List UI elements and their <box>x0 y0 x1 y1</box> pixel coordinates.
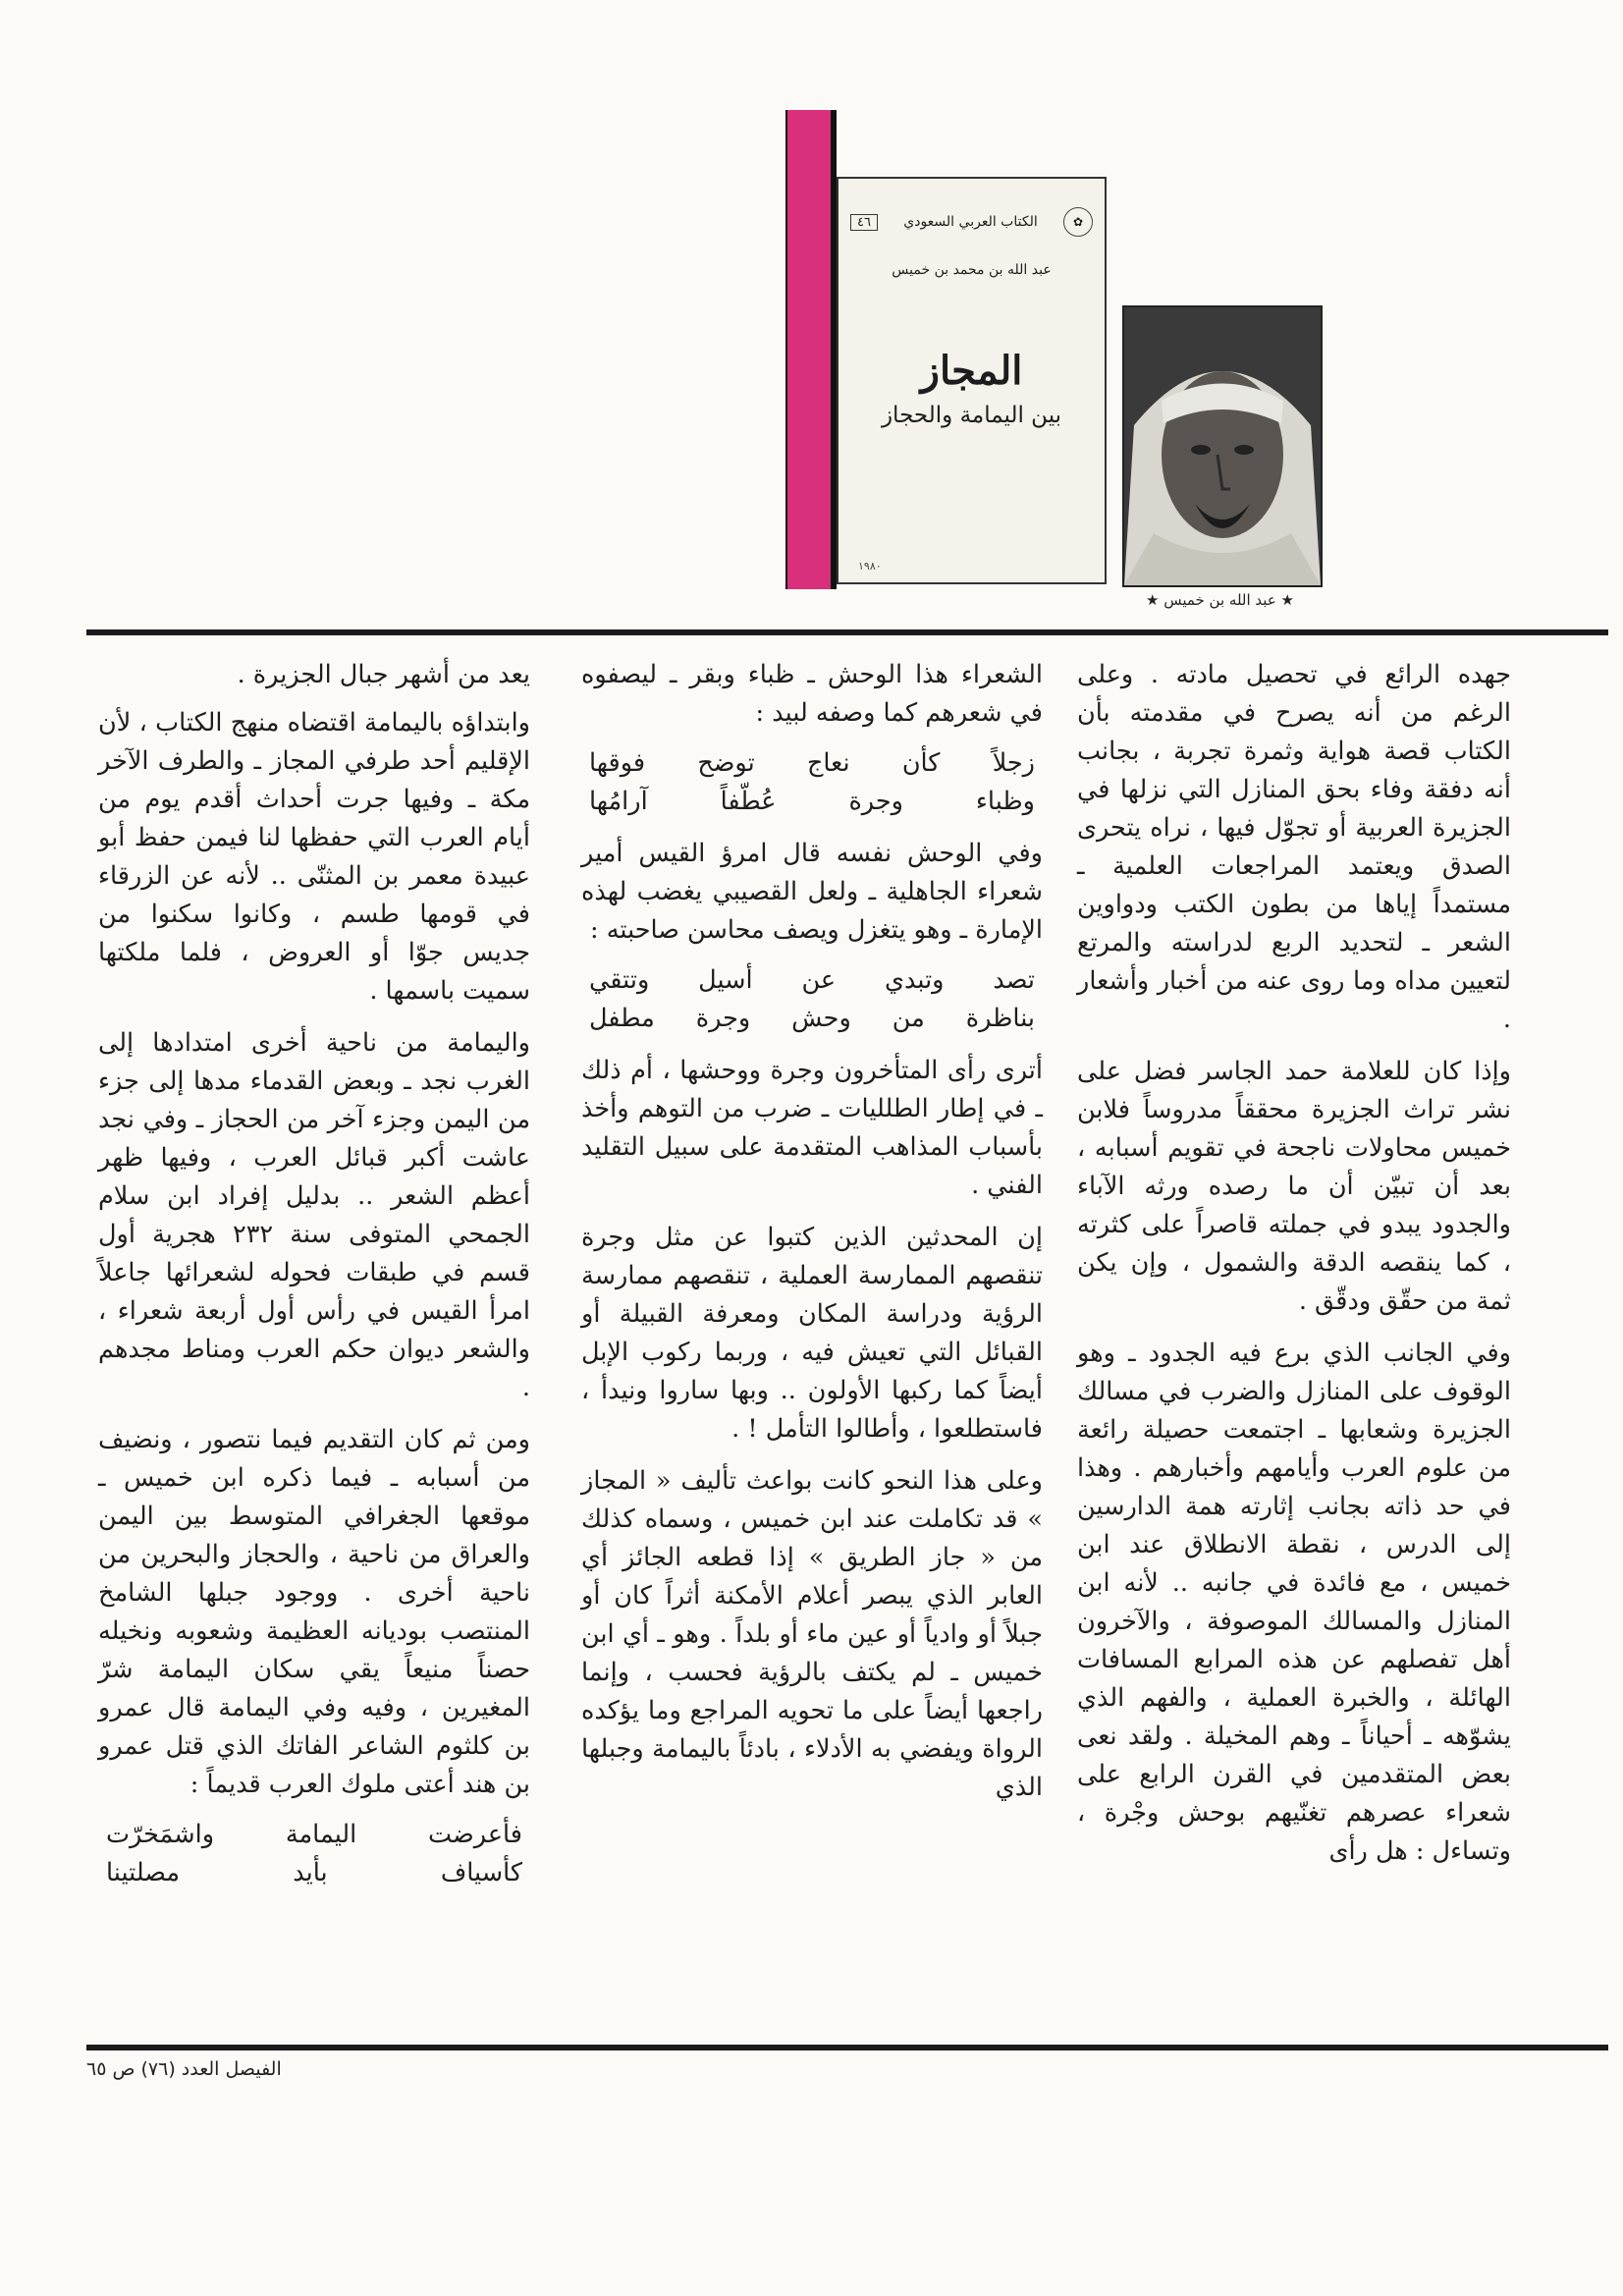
verse-line: تصد وتبدي عن أسيل وتتقي <box>589 965 1035 995</box>
verse-line: فأعرضت اليمامة واشمَخرّت <box>106 1820 522 1849</box>
decorative-band <box>785 110 837 589</box>
paragraph: واليمامة من ناحية أخرى امتدادها إلى الغرب نجد ـ وبعض القدماء مدها إلى جزء من اليمن وجزء آخر من الحجاز ـ وفي نجد عاشت أكبر قبائل العرب ، وفيها ظهر أعظم الشعر .. بدليل إفراد ابن سلام الجمحي المتوفى سنة ٢٣٢ هجرية أول قسم في طبقات فحوله لشعرائها جاعلاً امرأ القيس في رأس أول أربعة شعراء ، والشعر ديوان حكم العرب ومناط مجدهم . <box>98 1028 530 1402</box>
paragraph: أترى رأى المتأخرون وجرة ووحشها ، أم ذلك ـ في إطار الطلليات ـ ضرب من التوهم وأخذ بأسباب المذاهب المتقدمة على سبيل التقليد الفني . <box>581 1056 1043 1200</box>
book-author: عبد الله بن محمد بن خميس <box>892 262 1052 278</box>
column-right <box>1077 656 1511 2036</box>
paragraph: ومن ثم كان التقديم فيما نتصور ، ونضيف من أسبابه ـ فيما ذكره ابن خميس ـ موقعها الجغرافي المتوسط بين اليمن والعراق من ناحية ، والحجاز والبحرين من ناحية أخرى . ووجود جبلها الشامخ المنتصب بوديانه العظيمة وشعوبه ونخيله حصناً منيعاً يقي سكان اليمامة شرّ المغيرين ، وفيه وفي اليمامة قال عمرو بن كلثوم الشاعر الفاتك الذي قتل عمرو بن هند أعتى ملوك العرب قديماً : <box>98 1425 530 1799</box>
book-mark: ۱۹۸۰ <box>858 560 882 573</box>
book-subtitle: بين اليمامة والحجاز <box>881 403 1062 428</box>
book-title: المجاز <box>920 348 1023 394</box>
verse <box>581 744 1043 821</box>
paragraph: وإذا كان للعلامة حمد الجاسر فضل على نشر تراث الجزيرة محققاً مدروساً فلابن خميس محاولات ناجحة في تقويم أسبابه ، بعد أن تبيّن أن ما رصده ورثه الآباء والجدود يبدو في جملته قاصراً على كثرته ، كما ينقصه الدقة والشمول ، وإن يكن ثمة من حقّق ودقّق . <box>1077 1057 1511 1316</box>
verse-line: بناظرة من وحش وجرة مطفل <box>589 1004 1035 1033</box>
column-middle <box>581 656 1043 2036</box>
book-cover <box>837 177 1107 584</box>
book-series-row <box>850 206 1093 238</box>
paragraph: الشعراء هذا الوحش ـ ظباء وبقر ـ ليصفوه في شعرهم كما وصفه لبيد : <box>581 660 1043 728</box>
paragraph: جهده الرائع في تحصيل مادته . وعلى الرغم من أنه يصرح في مقدمته بأن الكتاب قصة هواية وثمرة تجربة ، بجانب أنه دفقة وفاء بحق المنازل التي نزلها في الجزيرة العربية أو تجوّل فيها ، نراه يتحرى الصدق ويعتمد المراجعات العلمية ـ مستمداً إياها من بطون الكتب ودواوين الشعر ـ لتحديد الربع لدراسته والمرتع لتعيين مداه وما روى عنه من أخبار وأشعار . <box>1077 660 1511 1034</box>
author-portrait <box>1122 305 1323 587</box>
verse <box>581 961 1043 1038</box>
book-series-number: ٤٦ <box>850 214 878 231</box>
top-divider <box>86 629 1608 635</box>
seal-icon: ✿ <box>1063 207 1093 237</box>
verse-line: كأسياف بأيد مصلتينا <box>106 1858 522 1887</box>
page-footer: الفيصل العدد (٧٦) ص ٦٥ <box>86 2058 282 2080</box>
paragraph: إن المحدثين الذين كتبوا عن مثل وجرة تنقصهم الممارسة العملية ، تنقصهم ممارسة الرؤية ودراسة المكان ومعرفة القبيلة أو القبائل التي تعيش فيه ، وربما ركوب الإبل أيضاً كما ركبها الأولون .. وبها ساروا ونيدأ ، فاستطلعوا ، وأطالوا التأمل ! . <box>581 1223 1043 1444</box>
paragraph: وعلى هذا النحو كانت بواعث تأليف « المجاز » قد تكاملت عند ابن خميس ، وسماه كذلك من « جاز الطريق » إذا قطعه الجائز أي العابر الذي يبصر أعلام الأمكنة أثراً كان أو جبلاً أو وادياً أو عين ماء أو بلداً . وهو ـ أي ابن خميس ـ لم يكتف بالرؤية فحسب ، وإنما راجعها أيضاً على ما تحويه المراجع وما يؤكده الرواة ويفضي به الأدلاء ، بادئاً باليمامة وجبلها الذي <box>581 1466 1043 1802</box>
paragraph: وفي الجانب الذي برع فيه الجدود ـ وهو الوقوف على المنازل والضرب في مسالك الجزيرة وشعابها ـ اجتمعت حصيلة رائعة من علوم العرب وأيامهم وأخبارهم . وهذا في حد ذاته بجانب إثارته همة الدارسين إلى الدرس ، نقطة الانطلاق عند ابن خميس ، مع فائدة في جانبه .. لأنه ابن المنازل والمسالك الموصوفة ، والآخرون أهل تفصلهم عن هذه المرابع المسافات الهائلة ، والخبرة العملية ، والفهم الذي يشوّهه ـ أحياناً ـ وهم المخيلة . ولقد نعى بعض المتقدمين في القرن الرابع على شعراء عصرهم تغنّيهم بوحش وجْرة ، وتساءل : هل رأى <box>1077 1339 1511 1866</box>
book-series: الكتاب العربي السعودي <box>903 214 1038 230</box>
paragraph: وفي الوحش نفسه قال امرؤ القيس أمير شعراء الجاهلية ـ ولعل القصيبي يغضب لهذه الإمارة ـ وهو يتغزل ويصف محاسن صاحبته : <box>581 839 1043 945</box>
bottom-divider <box>86 2045 1608 2050</box>
portrait-caption: ★ عبد الله بن خميس ★ <box>1145 591 1295 609</box>
verse-line: زجلاً كأن نعاج توضح فوقها <box>589 748 1035 778</box>
column-left <box>98 656 530 2036</box>
paragraph: وابتداؤه باليمامة اقتضاه منهج الكتاب ، لأن الإقليم أحد طرفي المجاز ـ والطرف الآخر مكة ـ وفيها جرت أحداث أقدم يوم من أيام العرب التي حفظها لنا فيمن حفظ أبو عبيدة معمر بن المثنّى .. لأنه عن الزرقاء في قومها طسم ، وكانوا سكنوا من جديس جوّا أو العروض ، فلما ملكتها سميت باسمها . <box>98 708 530 1006</box>
paragraph: يعد من أشهر جبال الجزيرة . <box>237 660 530 689</box>
verse-line: وظباء وجرة عُطّفاً آرامُها <box>589 787 1035 816</box>
verse <box>98 1816 530 1892</box>
